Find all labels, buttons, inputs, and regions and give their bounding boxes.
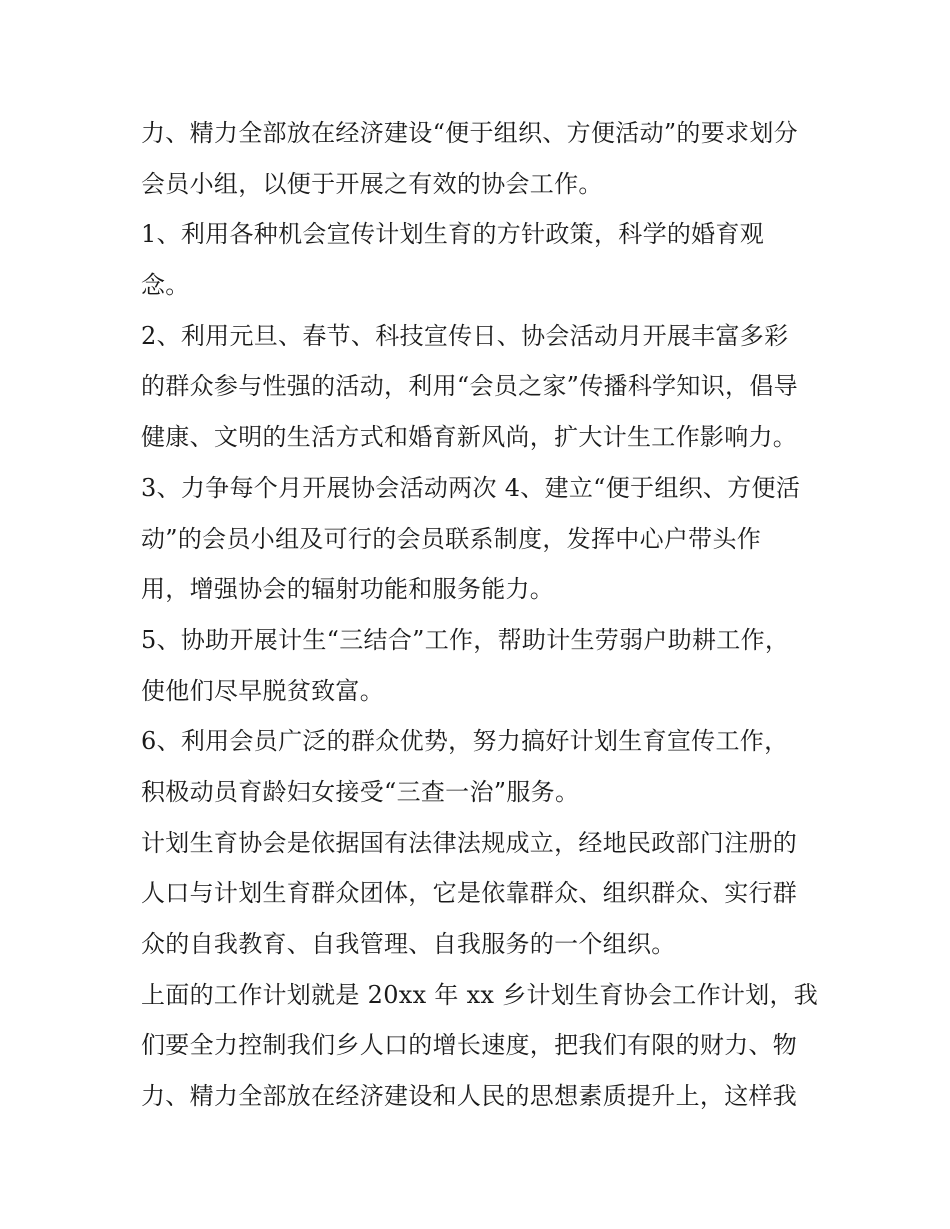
text-line: 用，增强协会的辐射功能和服务能力。	[141, 575, 555, 604]
text-line: 6、利用会员广泛的群众优势，努力搞好计划生育宣传工作，	[141, 727, 789, 756]
text-line: 1、利用各种机会宣传计划生育的方针政策，科学的婚育观	[141, 220, 765, 249]
text-line: 众的自我教育、自我管理、自我服务的一个组织。	[141, 930, 676, 958]
text-line: 力、精力全部放在经济建设和人民的思想素质提升上，这样我	[141, 1082, 798, 1111]
text-line: 念。	[141, 271, 190, 300]
text-line: 2、利用元旦、春节、科技宣传日、协会活动月开展丰富多彩	[141, 321, 789, 350]
document-body	[141, 108, 821, 1122]
text-line: 积极动员育龄妇女接受“三查一治”服务。	[141, 777, 580, 806]
text-line: 力、精力全部放在经济建设“便于组织、方便活动”的要求划分	[141, 119, 798, 147]
text-line: 们要全力控制我们乡人口的增长速度，把我们有限的财力、物	[141, 1031, 798, 1060]
text-line: 计划生育协会是依据国有法律法规成立，经地民政部门注册的	[141, 828, 798, 857]
text-line: 使他们尽早脱贫致富。	[141, 676, 384, 705]
text-line: 3、力争每个月开展协会活动两次 4、建立“便于组织、方便活	[141, 473, 801, 502]
text-line: 健康、文明的生活方式和婚育新风尚，扩大计生工作影响力。	[141, 423, 798, 452]
text-line: 上面的工作计划就是 20xx 年 xx 乡计划生育协会工作计划，我	[141, 980, 819, 1009]
text-line: 5、协助开展计生“三结合”工作，帮助计生劳弱户助耕工作，	[141, 625, 790, 654]
text-line: 的群众参与性强的活动，利用“会员之家”传播科学知识，倡导	[141, 372, 798, 401]
text-line: 会员小组，以便于开展之有效的协会工作。	[141, 169, 603, 198]
text-line: 人口与计划生育群众团体，它是依靠群众、组织群众、实行群	[141, 879, 798, 908]
text-line: 动”的会员小组及可行的会员联系制度，发挥中心户带头作	[141, 524, 762, 553]
